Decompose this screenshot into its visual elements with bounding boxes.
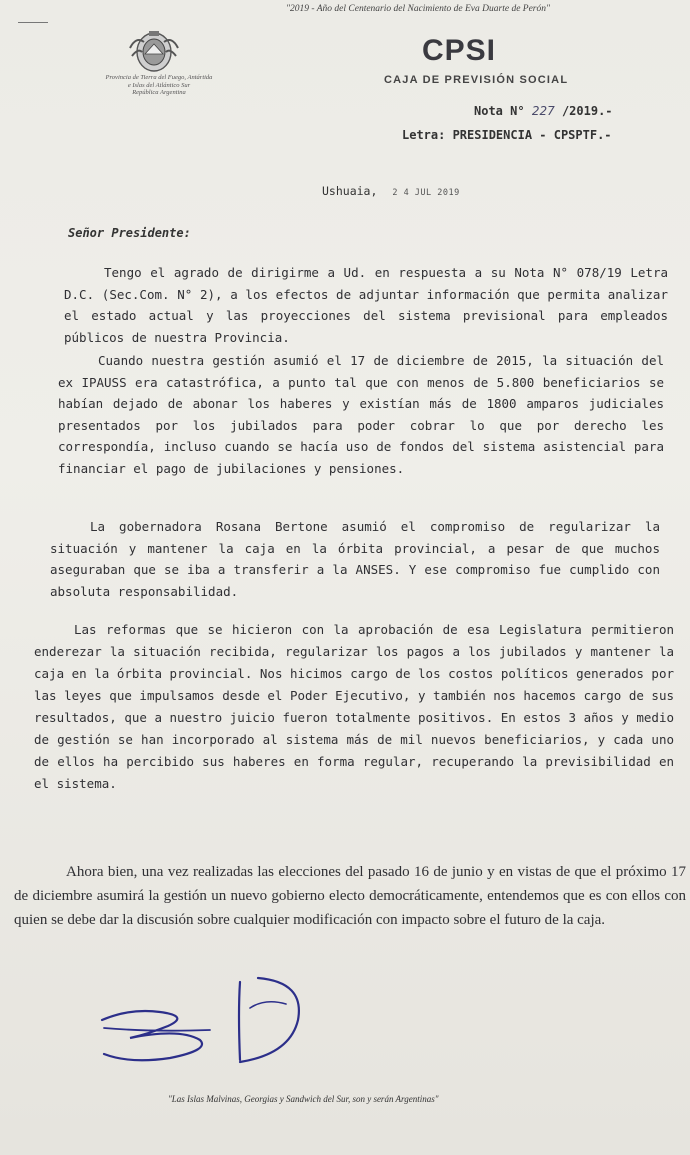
corner-line: [18, 22, 48, 23]
paragraph-5: [14, 860, 686, 932]
year-motto: "2019 - Año del Centenario del Nacimiento de Eva Duarte de Perón": [286, 4, 550, 14]
letra-reference: Letra: PRESIDENCIA - CPSPTF.-: [402, 128, 612, 142]
nota-prefix: Nota N°: [474, 104, 525, 118]
nota-reference: [474, 104, 613, 118]
province-line-3: República Argentina: [132, 89, 186, 96]
paragraph-3-text: La gobernadora Rosana Bertone asumió el compromiso de regularizar la situación y mantener la caja en la órbita provincial, a pesar de que muchos aseguraban que se iba a transferir a la ANSES. Y ese compromiso fue cumplido con absoluta responsabilidad.: [50, 519, 660, 599]
place-date: [322, 184, 460, 198]
salutation: Señor Presidente:: [68, 226, 191, 240]
nota-suffix: /2019.-: [561, 104, 613, 118]
handwritten-signature: [90, 968, 320, 1073]
paragraph-5-text: Ahora bien, una vez realizadas las elecciones del pasado 16 de junio y en vistas de que el próximo 17 de diciembre asumirá la gestión un nuevo gobierno electo democráticamente, entendemos que es con ellos con quien se debe dar la discusión sobre cualquier modificación con impacto sobre el futuro de la caja.: [14, 864, 686, 928]
province-line-1: Provincia de Tierra del Fuego, Antártida: [105, 74, 213, 81]
provincial-crest-icon: [126, 28, 182, 76]
nota-number: 227: [531, 104, 555, 118]
institution-name: CAJA DE PREVISIÓN SOCIAL: [384, 74, 569, 86]
paragraph-4: [34, 619, 674, 795]
paragraph-1-text: Tengo el agrado de dirigirme a Ud. en respuesta a su Nota N° 078/19 Letra D.C. (Sec.Com. N° 2), a los efectos de adjuntar información que permita analizar el estado actual y las proyecciones del sistema previsional para empleados públicos de nuestra Provincia.: [64, 265, 668, 345]
date-stamp: 2 4 JUL 2019: [392, 188, 460, 198]
footer-motto: "Las Islas Malvinas, Georgias y Sandwich del Sur, son y serán Argentinas": [168, 1094, 439, 1104]
paragraph-4-text: Las reformas que se hicieron con la aprobación de esa Legislatura permitieron enderezar la situación recibida, regularizar los pagos a los jubilados y mantener la caja en la órbita provincial. Nos hicimos cargo de los costos políticos generados por las leyes que impulsamos desde el Poder Ejecutivo, y también nos hacemos cargo de sus resultados, que a nuestro juicio fueron totalmente positivos. En estos 3 años y medio de gestión se han incorporado al sistema más de mil nuevos beneficiarios, y cada uno de ellos ha percibido sus haberes en forma regular, recuperando la previsibilidad en el sistema.: [34, 622, 674, 791]
paragraph-2: [58, 350, 664, 479]
place-name: Ushuaia,: [322, 184, 378, 198]
cpsi-logo: CPSI: [422, 34, 497, 67]
paragraph-3: [50, 516, 660, 602]
paragraph-1: [64, 262, 668, 348]
paragraph-2-text: Cuando nuestra gestión asumió el 17 de diciembre de 2015, la situación del ex IPAUSS era catastrófica, a punto tal que con menos de 5.800 beneficiarios se habían dejado de abonar los haberes y existían más de 1800 amparos judiciales presentados por los jubilados para poder cobrar lo que por derecho les correspondía, incluso cuando se hacía uso de fondos del sistema asistencial para financiar el pago de jubilaciones y pensiones.: [58, 353, 664, 476]
province-name: [84, 74, 234, 97]
province-line-2: e Islas del Atlántico Sur: [127, 81, 191, 89]
